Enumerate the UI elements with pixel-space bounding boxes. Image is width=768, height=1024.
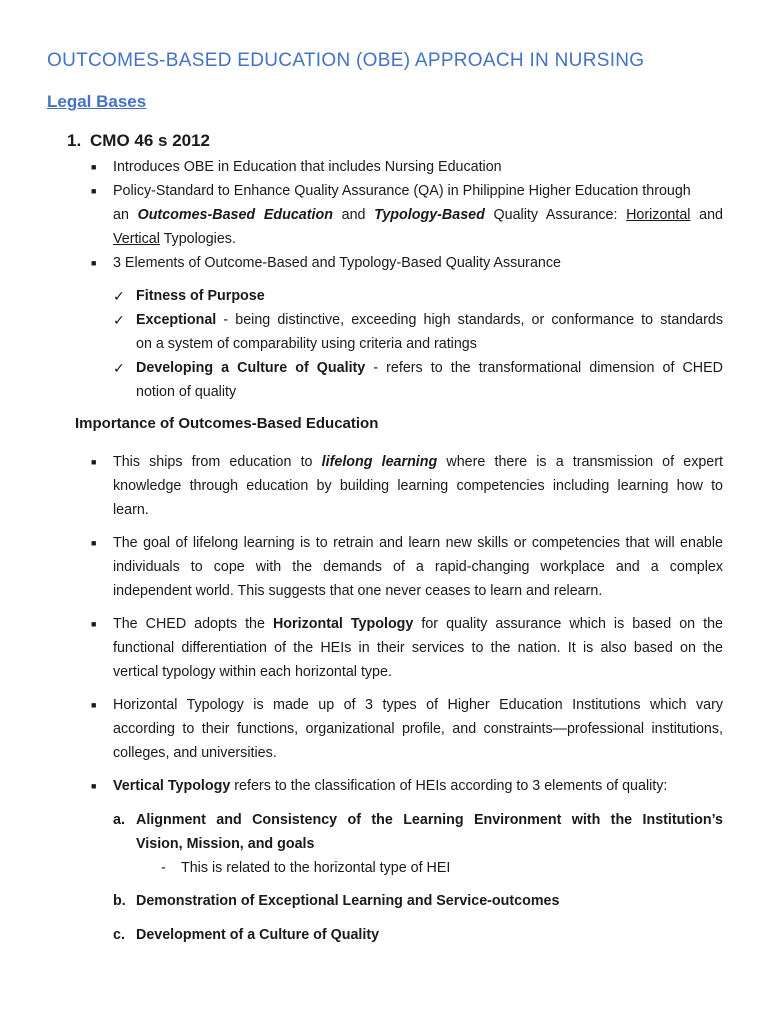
item-label-c: c.	[113, 927, 125, 943]
text: where there is a transmission of expert	[437, 454, 723, 470]
square-bullet-icon: ■	[91, 258, 97, 268]
paragraph-line: functional differentiation of the HEIs in their services to the nation. It is also based on the	[113, 640, 723, 656]
text: Typologies.	[159, 231, 236, 247]
document-title: OUTCOMES-BASED EDUCATION (OBE) APPROACH IN NURSING	[47, 50, 645, 71]
bold-text: Exceptional	[136, 312, 217, 328]
check-item-line: notion of quality	[136, 384, 237, 400]
section-heading-importance: Importance of Outcomes-Based Education	[75, 415, 379, 432]
bold-text: Vertical Typology	[113, 778, 231, 794]
square-bullet-icon: ■	[91, 457, 97, 467]
emphasis-text: lifelong learning	[321, 454, 438, 470]
paragraph-line: Horizontal Typology is made up of 3 types of Higher Education Institutions which vary	[113, 697, 723, 713]
checkmark-icon: ✓	[113, 288, 125, 304]
underlined-text: Vertical	[113, 231, 160, 247]
emphasis-text: Typology-Based	[374, 207, 485, 223]
text: This ships from education to	[113, 454, 322, 470]
checkmark-icon: ✓	[113, 312, 125, 328]
heading-number: 1.	[67, 131, 82, 150]
bullet-text: Introduces OBE in Education that includes Nursing Education	[113, 159, 502, 175]
square-bullet-icon: ■	[91, 700, 97, 710]
numbered-heading-cmo	[67, 131, 210, 151]
paragraph-line: colleges, and universities.	[113, 745, 277, 761]
square-bullet-icon: ■	[91, 186, 97, 196]
item-label-b: b.	[113, 893, 126, 909]
paragraph-line: vertical typology within each horizontal type.	[113, 664, 392, 680]
bullet-text-line	[113, 203, 723, 227]
paragraph-line: learn.	[113, 502, 149, 518]
paragraph-line: The goal of lifelong learning is to retrain and learn new skills or competencies that will enable	[113, 535, 723, 551]
underlined-text: Horizontal	[626, 207, 691, 223]
heading-text: CMO 46 s 2012	[90, 131, 211, 150]
emphasis-text: Outcomes-Based Education	[137, 207, 333, 223]
check-item	[136, 284, 265, 308]
square-bullet-icon: ■	[91, 781, 97, 791]
bullet-text: Policy-Standard to Enhance Quality Assurance (QA) in Philippine Higher Education through	[113, 183, 691, 199]
paragraph-line: independent world. This suggests that one never ceases to learn and relearn.	[113, 583, 603, 599]
sub-item-text: This is related to the horizontal type of HEI	[181, 860, 451, 876]
lettered-item-a-line: Vision, Mission, and goals	[136, 836, 315, 852]
check-item	[136, 308, 723, 332]
paragraph-line	[113, 450, 723, 474]
text: refers to the classification of HEIs according to 3 elements of quality:	[230, 778, 668, 794]
text: - refers to the transformational dimension of CHED	[365, 360, 723, 376]
paragraph-line: individuals to cope with the demands of a rapid-changing workplace and a complex	[113, 559, 723, 575]
text: and	[332, 207, 375, 223]
bold-text: Developing a Culture of Quality	[136, 360, 366, 376]
bullet-text-line	[113, 227, 236, 251]
item-label-a: a.	[113, 812, 125, 828]
text: for quality assurance which is based on the	[413, 616, 724, 632]
lettered-item-a: Alignment and Consistency of the Learning Environment with the Institution’s	[136, 812, 723, 828]
text: The CHED adopts the	[113, 616, 273, 632]
square-bullet-icon: ■	[91, 162, 97, 172]
section-heading-legal-bases: Legal Bases	[47, 92, 147, 111]
dash-bullet: -	[161, 860, 166, 876]
check-item	[136, 356, 723, 380]
text: and	[690, 207, 723, 223]
square-bullet-icon: ■	[91, 538, 97, 548]
text: Quality Assurance:	[484, 207, 627, 223]
text: - being distinctive, exceeding high standards, or conformance to standards	[216, 312, 723, 328]
paragraph-line	[113, 774, 667, 798]
paragraph-line: knowledge through education by building learning competencies including learning how to	[113, 478, 723, 494]
paragraph-line: according to their functions, organizational profile, and constraints—professional institutions,	[113, 721, 723, 737]
lettered-item-b: Demonstration of Exceptional Learning and Service-outcomes	[136, 893, 560, 909]
checkmark-icon: ✓	[113, 360, 125, 376]
square-bullet-icon: ■	[91, 619, 97, 629]
bold-text: Horizontal Typology	[272, 616, 414, 632]
text: an	[113, 207, 138, 223]
lettered-item-c: Development of a Culture of Quality	[136, 927, 380, 943]
bullet-text: 3 Elements of Outcome-Based and Typology-Based Quality Assurance	[113, 255, 561, 271]
check-item-line: on a system of comparability using criteria and ratings	[136, 336, 477, 352]
bold-text: Fitness of Purpose	[136, 288, 265, 304]
paragraph-line	[113, 612, 723, 636]
